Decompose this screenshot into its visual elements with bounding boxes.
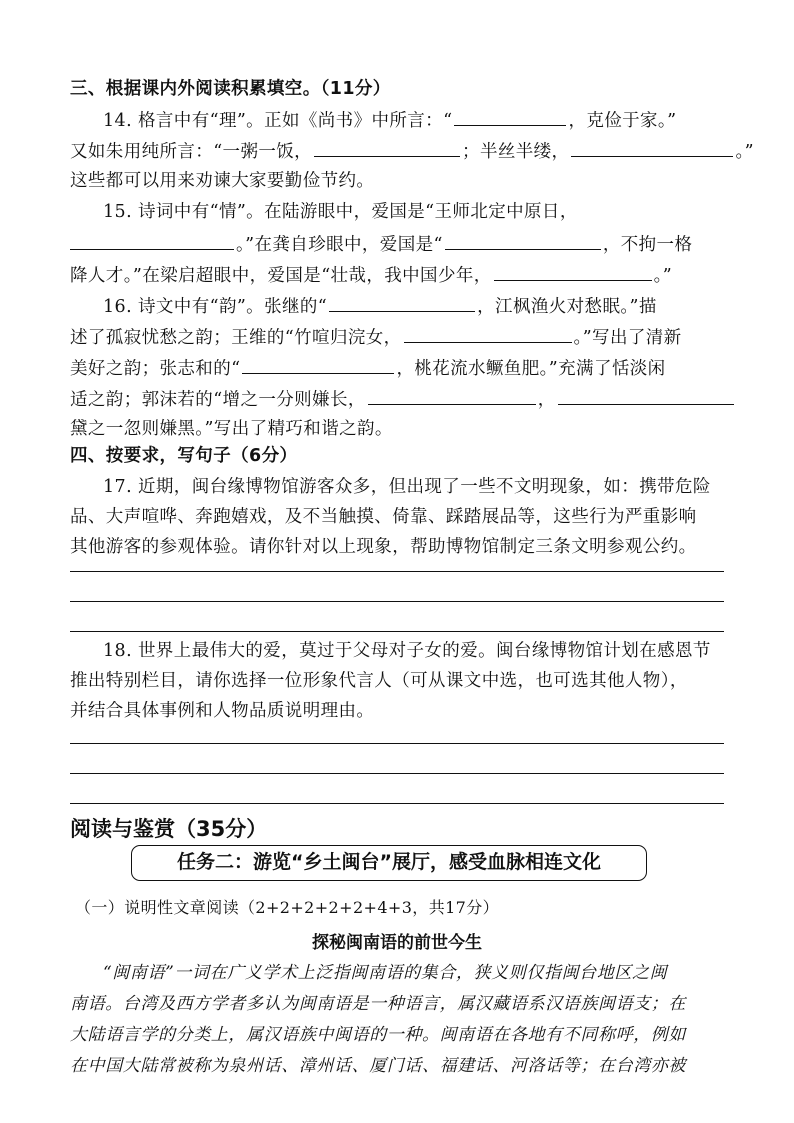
reading-section-title: 阅读与鉴赏（35分）: [70, 817, 268, 841]
answer-line[interactable]: [70, 743, 724, 744]
q16-line2: 述了孤寂忧愁之韵；王维的“竹喧归浣女， 。”写出了清新: [70, 324, 682, 350]
q18-line1: 18. 世界上最伟大的爱，莫过于父母对子女的爱。闽台缘博物馆计划在感恩节: [103, 641, 711, 661]
section4-heading: 四、按要求，写句子（6分）: [70, 446, 298, 466]
section3-heading: 三、根据课内外阅读积累填空。（11分）: [70, 79, 391, 99]
q14-line1: 14. 格言中有“理”。正如《尚书》中所言：“ ，克俭于家。”: [103, 107, 676, 133]
article-paragraph-line: 南语。台湾及西方学者多认为闽南语是一种语言，属汉藏语系汉语族闽语支；在: [70, 994, 686, 1014]
task-banner: 任务二：游览“乡土闽台”展厅，感受血脉相连文化: [131, 845, 647, 881]
q14-line3: 这些都可以用来劝谏大家要勤俭节约。: [70, 171, 375, 191]
answer-blank[interactable]: [242, 355, 394, 374]
article-paragraph-line: 在中国大陆常被称为泉州话、漳州话、厦门话、福建话、河洛话等；在台湾亦被: [70, 1056, 686, 1076]
answer-blank[interactable]: [454, 107, 566, 126]
q16-line4: 适之韵；郭沫若的“增之一分则嫌长， ，: [70, 386, 736, 412]
q16-line1: 16. 诗文中有“韵”。张继的“ ，江枫渔火对愁眠。”描: [103, 293, 657, 319]
answer-blank[interactable]: [494, 262, 652, 281]
answer-blank[interactable]: [329, 293, 475, 312]
answer-line[interactable]: [70, 773, 724, 774]
q15-line1: 15. 诗词中有“情”。在陆游眼中，爱国是“王师北定中原日，: [103, 202, 578, 222]
answer-blank[interactable]: [558, 386, 734, 405]
q15-line2: 。”在龚自珍眼中，爱国是“ ，不拘一格: [70, 231, 692, 257]
answer-blank[interactable]: [314, 138, 460, 157]
answer-line[interactable]: [70, 601, 724, 602]
answer-blank[interactable]: [571, 138, 733, 157]
answer-blank[interactable]: [404, 324, 572, 343]
q15-line3: 降人才。”在梁启超眼中，爱国是“壮哉，我中国少年， 。”: [70, 262, 672, 288]
q17-line1: 17. 近期，闽台缘博物馆游客众多，但出现了一些不文明现象，如：携带危险: [103, 477, 711, 497]
q16-line3: 美好之韵；张志和的“ ，桃花流水鳜鱼肥。”充满了恬淡闲: [70, 355, 666, 381]
answer-blank[interactable]: [445, 231, 601, 250]
q18-line3: 并结合具体事例和人物品质说明理由。: [70, 701, 375, 721]
subsection-heading: （一）说明性文章阅读（2+2+2+2+2+4+3，共17分）: [75, 898, 500, 917]
q17-line2: 品、大声喧哗、奔跑嬉戏，及不当触摸、倚靠、踩踏展品等，这些行为严重影响: [70, 507, 697, 527]
q14-line2: 又如朱用纯所言：“一粥一饭， ；半丝半缕， 。”: [70, 138, 754, 164]
answer-blank[interactable]: [368, 386, 536, 405]
article-paragraph-line: “闽南语”一词在广义学术上泛指闽南语的集合，狭义则仅指闽台地区之闽: [103, 963, 668, 983]
answer-line[interactable]: [70, 803, 724, 804]
answer-line[interactable]: [70, 571, 724, 572]
article-title: 探秘闽南语的前世今生: [312, 933, 482, 953]
answer-blank[interactable]: [70, 231, 234, 250]
q17-line3: 其他游客的参观体验。请你针对以上现象，帮助博物馆制定三条文明参观公约。: [70, 537, 697, 557]
q16-line5: 黛之一忽则嫌黑。”写出了精巧和谐之韵。: [70, 419, 393, 439]
answer-line[interactable]: [70, 631, 724, 632]
article-paragraph-line: 大陆语言学的分类上，属汉语族中闽语的一种。闽南语在各地有不同称呼，例如: [70, 1025, 686, 1045]
q18-line2: 推出特别栏目，请你选择一位形象代言人（可从课文中选，也可选其他人物），: [70, 671, 688, 691]
